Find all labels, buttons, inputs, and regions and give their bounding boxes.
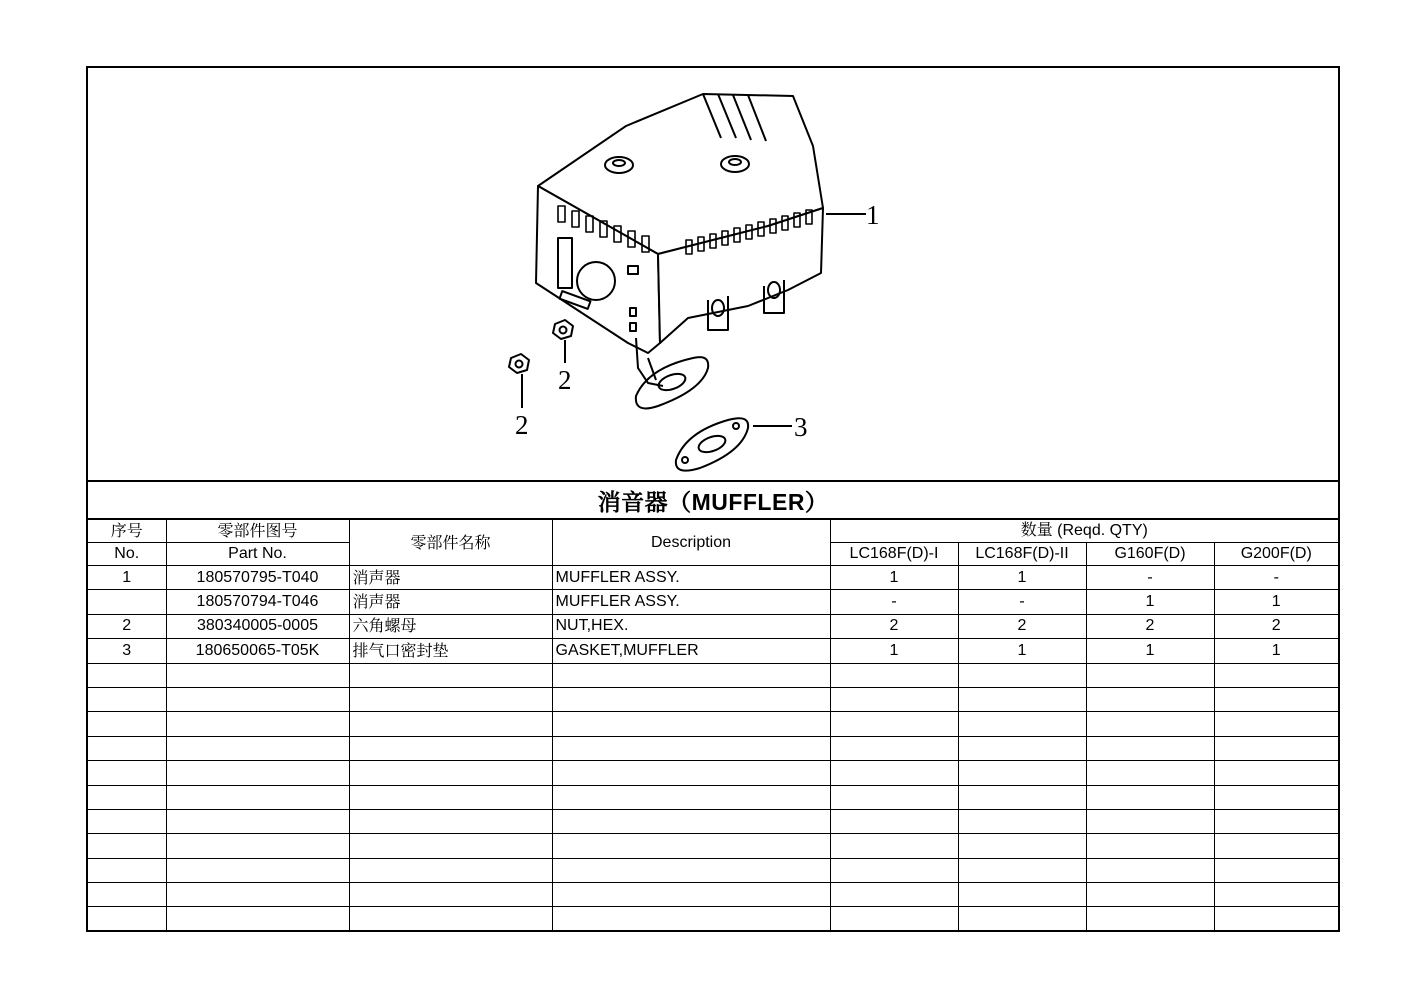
table-row	[88, 883, 1338, 907]
cell-name-cn	[349, 858, 552, 882]
header-model: G160F(D)	[1086, 543, 1214, 566]
cell-name-cn	[349, 736, 552, 760]
cell-qty	[1086, 712, 1214, 736]
cell-no	[88, 834, 166, 858]
cell-qty	[1214, 883, 1338, 907]
cell-description	[552, 834, 830, 858]
cell-no	[88, 883, 166, 907]
header-model: LC168F(D)-I	[830, 543, 958, 566]
callout-1: 1	[866, 200, 880, 230]
cell-description	[552, 712, 830, 736]
cell-no	[88, 809, 166, 833]
cell-no: 1	[88, 566, 166, 590]
cell-description	[552, 883, 830, 907]
cell-qty	[1086, 663, 1214, 687]
cell-qty	[1214, 907, 1338, 931]
cell-qty: 1	[830, 566, 958, 590]
table-row	[88, 809, 1338, 833]
table-row	[88, 590, 1338, 614]
cell-qty	[1214, 858, 1338, 882]
callout-2-upper: 2	[558, 365, 572, 395]
header-model: G200F(D)	[1214, 543, 1338, 566]
cell-no: 3	[88, 639, 166, 663]
table-row	[88, 614, 1338, 638]
cell-qty: 1	[1214, 639, 1338, 663]
cell-qty	[1214, 834, 1338, 858]
cell-part-no: 180570795-T040	[166, 566, 349, 590]
table-row	[88, 785, 1338, 809]
hex-nut-a	[509, 354, 529, 373]
cell-description: MUFFLER ASSY.	[552, 590, 830, 614]
cell-qty	[958, 883, 1086, 907]
cell-part-no: 180650065-T05K	[166, 639, 349, 663]
cell-qty	[958, 761, 1086, 785]
cell-qty	[1086, 834, 1214, 858]
cell-name-cn: 消声器	[349, 566, 552, 590]
table-row	[88, 712, 1338, 736]
cell-qty	[830, 736, 958, 760]
table-row	[88, 907, 1338, 931]
cell-qty	[1214, 712, 1338, 736]
cell-name-cn	[349, 883, 552, 907]
cell-qty	[830, 761, 958, 785]
cell-qty: -	[958, 590, 1086, 614]
cell-part-no	[166, 883, 349, 907]
cell-no	[88, 663, 166, 687]
cell-qty: -	[1214, 566, 1338, 590]
cell-qty	[1086, 736, 1214, 760]
header-partno-en: Part No.	[166, 543, 349, 566]
cell-description: GASKET,MUFFLER	[552, 639, 830, 663]
cell-qty	[958, 736, 1086, 760]
header-description: Description	[552, 520, 830, 566]
cell-name-cn: 六角螺母	[349, 614, 552, 638]
cell-qty	[830, 785, 958, 809]
muffler-illustration	[88, 68, 1338, 480]
cell-qty	[958, 907, 1086, 931]
cell-description: NUT,HEX.	[552, 614, 830, 638]
table-row	[88, 639, 1338, 663]
cell-name-cn: 排气口密封垫	[349, 639, 552, 663]
cell-qty	[958, 809, 1086, 833]
cell-part-no	[166, 907, 349, 931]
table-row	[88, 834, 1338, 858]
cell-qty: 2	[958, 614, 1086, 638]
hex-nut-b	[553, 320, 573, 339]
cell-part-no	[166, 663, 349, 687]
cell-name-cn	[349, 663, 552, 687]
cell-qty	[1086, 883, 1214, 907]
cell-qty	[1214, 809, 1338, 833]
cell-qty	[958, 712, 1086, 736]
table-row	[88, 761, 1338, 785]
cell-no: 2	[88, 614, 166, 638]
cell-no	[88, 736, 166, 760]
cell-qty	[1086, 907, 1214, 931]
cell-qty	[830, 883, 958, 907]
cell-no	[88, 761, 166, 785]
cell-description	[552, 663, 830, 687]
table-row	[88, 663, 1338, 687]
cell-name-cn	[349, 785, 552, 809]
section-title: 消音器（MUFFLER）	[88, 482, 1338, 520]
cell-description	[552, 907, 830, 931]
cell-qty: 2	[1214, 614, 1338, 638]
exploded-view-drawing	[88, 68, 1338, 482]
cell-qty	[958, 687, 1086, 711]
cell-no	[88, 858, 166, 882]
cell-part-no	[166, 736, 349, 760]
cell-qty	[1086, 858, 1214, 882]
callout-3: 3	[794, 412, 808, 442]
table-row	[88, 566, 1338, 590]
cell-qty: 1	[958, 639, 1086, 663]
cell-qty	[1214, 736, 1338, 760]
header-partno-cn: 零部件图号	[166, 520, 349, 543]
cell-description	[552, 736, 830, 760]
cell-qty: 1	[958, 566, 1086, 590]
cell-qty	[830, 809, 958, 833]
table-row	[88, 687, 1338, 711]
header-name-cn: 零部件名称	[349, 520, 552, 566]
cell-part-no	[166, 809, 349, 833]
cell-part-no: 180570794-T046	[166, 590, 349, 614]
cell-description: MUFFLER ASSY.	[552, 566, 830, 590]
cell-qty	[958, 834, 1086, 858]
cell-qty	[830, 687, 958, 711]
cell-part-no: 380340005-0005	[166, 614, 349, 638]
cell-part-no	[166, 858, 349, 882]
cell-part-no	[166, 834, 349, 858]
cell-qty: 1	[1086, 590, 1214, 614]
cell-qty: 1	[830, 639, 958, 663]
cell-qty: 1	[1214, 590, 1338, 614]
cell-part-no	[166, 687, 349, 711]
cell-qty	[1214, 785, 1338, 809]
cell-name-cn	[349, 907, 552, 931]
cell-qty	[1214, 687, 1338, 711]
cell-description	[552, 687, 830, 711]
cell-name-cn	[349, 712, 552, 736]
cell-no	[88, 785, 166, 809]
cell-part-no	[166, 761, 349, 785]
cell-name-cn: 消声器	[349, 590, 552, 614]
cell-qty: 1	[1086, 639, 1214, 663]
cell-qty	[1086, 785, 1214, 809]
cell-qty: 2	[830, 614, 958, 638]
cell-qty	[958, 858, 1086, 882]
cell-name-cn	[349, 761, 552, 785]
cell-qty	[1086, 687, 1214, 711]
table-row	[88, 736, 1338, 760]
cell-qty	[830, 663, 958, 687]
cell-qty	[830, 834, 958, 858]
cell-qty	[958, 663, 1086, 687]
cell-no	[88, 907, 166, 931]
cell-description	[552, 785, 830, 809]
parts-table	[88, 520, 1338, 931]
header-no-en: No.	[88, 543, 166, 566]
cell-description	[552, 809, 830, 833]
callout-2-lower: 2	[515, 410, 529, 440]
cell-qty	[830, 907, 958, 931]
cell-qty	[1214, 761, 1338, 785]
header-qty: 数量 (Reqd. QTY)	[830, 520, 1338, 543]
cell-name-cn	[349, 834, 552, 858]
header-no-cn: 序号	[88, 520, 166, 543]
cell-qty: -	[830, 590, 958, 614]
cell-description	[552, 858, 830, 882]
cell-no	[88, 712, 166, 736]
parts-sheet	[86, 66, 1340, 932]
cell-description	[552, 761, 830, 785]
cell-qty: 2	[1086, 614, 1214, 638]
table-row	[88, 858, 1338, 882]
cell-qty: -	[1086, 566, 1214, 590]
cell-qty	[958, 785, 1086, 809]
cell-qty	[830, 858, 958, 882]
header-model: LC168F(D)-II	[958, 543, 1086, 566]
cell-qty	[1086, 809, 1214, 833]
cell-qty	[1214, 663, 1338, 687]
cell-no	[88, 590, 166, 614]
cell-qty	[1086, 761, 1214, 785]
cell-no	[88, 687, 166, 711]
parts-table-body	[88, 566, 1338, 931]
cell-name-cn	[349, 687, 552, 711]
cell-part-no	[166, 712, 349, 736]
cell-part-no	[166, 785, 349, 809]
cell-name-cn	[349, 809, 552, 833]
cell-qty	[830, 712, 958, 736]
